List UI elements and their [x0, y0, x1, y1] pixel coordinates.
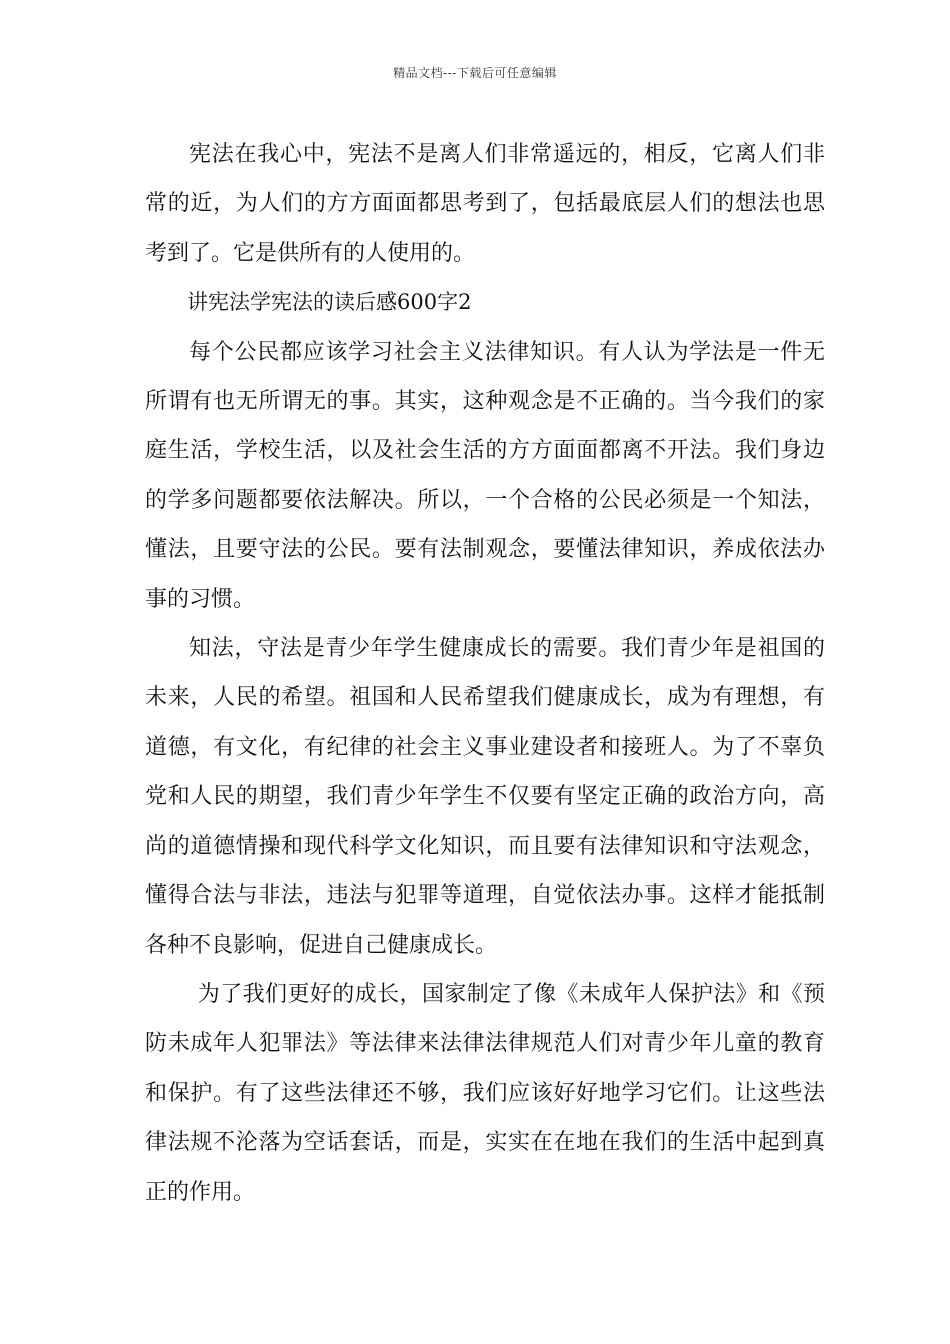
paragraph: 知法，守法是青少年学生健康成长的需要。我们青少年是祖国的未来，人民的希望。祖国和人民希望我们健康成长，成为有理想，有道德，有文化，有纪律的社会主义事业建设者和接班人。为了不辜负党和人民的期望，我们青少年学生不仅要有坚定正确的政治方向，高尚的道德情操和现代科学文化知识，而且要有法律知识和守法观念，懂得合法与非法，违法与犯罪等道理，自觉依法办事。这样才能抵制各种不良影响，促进自己健康成长。 — [145, 636, 825, 958]
paragraph: 宪法在我心中，宪法不是离人们非常遥远的，相反，它离人们非常的近，为人们的方方面面都思考到了，包括最底层人们的想法也思考到了。它是供所有的人使用的。 — [145, 142, 825, 266]
paragraph: 每个公民都应该学习社会主义法律知识。有人认为学法是一件无所谓有也无所谓无的事。其实，这种观念是不正确的。当今我们的家庭生活，学校生活，以及社会生活的方方面面都离不开法。我们身边的学多问题都要依法解决。所以，一个合格的公民必须是一个知法，懂法，且要守法的公民。要有法制观念，要懂法律知识，养成依法办事的习惯。 — [145, 339, 825, 612]
paragraph: 为了我们更好的成长，国家制定了像《未成年人保护法》和《预防未成年人犯罪法》等法律来法律法律规范人们对青少年儿童的教育和保护。有了这些法律还不够，我们应该好好地学习它们。让这些法律法规不沦落为空话套话，而是，实实在在地在我们的生活中起到真正的作用。 — [145, 981, 825, 1205]
section-heading: 讲宪法学宪法的读后感600字2 — [187, 290, 472, 315]
page-header: 精品文档---下载后可任意编辑 — [393, 66, 557, 80]
document-body — [145, 130, 825, 1217]
